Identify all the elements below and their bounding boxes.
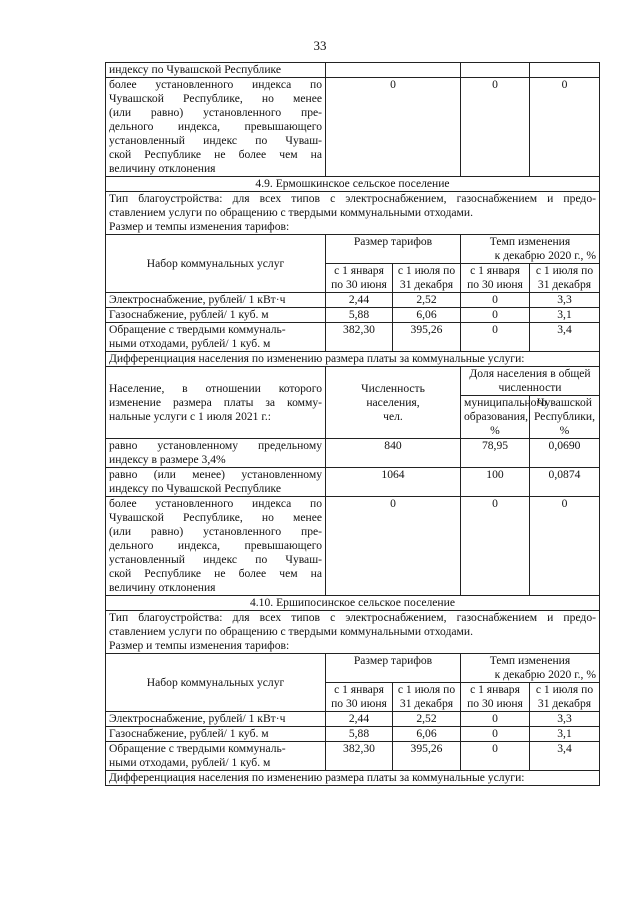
- table-row: [106, 78, 600, 177]
- col-rate-header: Темп изменения к декабрю 2020 г., %: [461, 654, 600, 683]
- period-header: с 1 июля по 31 декабря: [393, 683, 461, 712]
- document-table: [105, 62, 600, 786]
- section-title-row: [106, 177, 600, 192]
- table-row: [106, 742, 600, 771]
- table-row: [106, 712, 600, 727]
- rate-value: 0: [461, 742, 530, 771]
- col-size-header: Размер тарифов: [326, 235, 461, 264]
- col-service-header: Набор коммунальных услуг: [106, 235, 326, 293]
- section-title: 4.9. Ермошкинское сельское поселение: [106, 177, 600, 192]
- col-municipal-header: муниципального образования, %: [461, 396, 530, 439]
- share-republic: 0,0690: [530, 439, 600, 468]
- col-count-header: Численность населения, чел.: [326, 367, 461, 439]
- col-rate-header: Темп изменения к декабрю 2020 г., %: [461, 235, 600, 264]
- rate-value: 3,1: [530, 727, 600, 742]
- population-count: 0: [326, 78, 461, 177]
- tariff-value: 2,52: [393, 712, 461, 727]
- text-row: [106, 611, 600, 654]
- rate-value: 3,4: [530, 742, 600, 771]
- table-row: [106, 323, 600, 352]
- utility-type-text: Тип благоустройства: для всех типов с электроснабжением, газоснабжением и предо- ставлением услуги по обращению с твердыми коммунальными отходами. Размер и темпы изменения тарифов:: [106, 192, 600, 235]
- table-row: [106, 497, 600, 596]
- service-name: Электроснабжение, рублей/ 1 кВт·ч: [106, 293, 326, 308]
- population-count: 0: [326, 497, 461, 596]
- period-header: с 1 января по 30 июня: [326, 264, 393, 293]
- population-count: 840: [326, 439, 461, 468]
- rate-value: 0: [461, 308, 530, 323]
- period-header: с 1 июля по 31 декабря: [530, 264, 600, 293]
- table-row: [106, 63, 600, 78]
- page-content: [105, 62, 599, 786]
- utility-type-text: Тип благоустройства: для всех типов с электроснабжением, газоснабжением и предо- ставлением услуги по обращению с твердыми коммунальными отходами. Размер и темпы изменения тарифов:: [106, 611, 600, 654]
- rate-value: 3,4: [530, 323, 600, 352]
- row-label: индексу по Чувашской Республике: [106, 63, 326, 78]
- table-row: [106, 439, 600, 468]
- row-label: равно (или менее) установленному индексу по Чувашской Республике: [106, 468, 326, 497]
- period-header: с 1 января по 30 июня: [461, 683, 530, 712]
- text-row: [106, 192, 600, 235]
- tariff-value: 382,30: [326, 742, 393, 771]
- service-name: Газоснабжение, рублей/ 1 куб. м: [106, 308, 326, 323]
- population-count: 1064: [326, 468, 461, 497]
- col-size-header: Размер тарифов: [326, 654, 461, 683]
- tariff-header-row: [106, 654, 600, 683]
- rate-value: 3,1: [530, 308, 600, 323]
- text-row: [106, 771, 600, 786]
- share-municipal: 100: [461, 468, 530, 497]
- col-republic-header: Чувашской Республики, %: [530, 396, 600, 439]
- tariff-value: 2,44: [326, 712, 393, 727]
- tariff-value: 395,26: [393, 323, 461, 352]
- diff-intro: Дифференциация населения по изменению размера платы за коммунальные услуги:: [106, 352, 600, 367]
- tariff-value: 6,06: [393, 727, 461, 742]
- period-header: с 1 января по 30 июня: [326, 683, 393, 712]
- share-municipal: 78,95: [461, 439, 530, 468]
- period-header: с 1 июля по 31 декабря: [393, 264, 461, 293]
- col-population-header: Население, в отношении которого изменение размера платы за комму- нальные услуги с 1 июля 2021 г.:: [106, 367, 326, 439]
- share-republic: 0,0874: [530, 468, 600, 497]
- period-header: с 1 января по 30 июня: [461, 264, 530, 293]
- rate-value: 3,3: [530, 712, 600, 727]
- tariff-value: 382,30: [326, 323, 393, 352]
- share-republic: 0: [530, 78, 600, 177]
- section-title-row: [106, 596, 600, 611]
- rate-value: 0: [461, 323, 530, 352]
- share-municipal: 0: [461, 78, 530, 177]
- tariff-value: 2,44: [326, 293, 393, 308]
- table-row: [106, 293, 600, 308]
- rate-value: 0: [461, 727, 530, 742]
- rate-value: 0: [461, 712, 530, 727]
- col-service-header: Набор коммунальных услуг: [106, 654, 326, 712]
- service-name: Обращение с твердыми коммуналь- ными отходами, рублей/ 1 куб. м: [106, 742, 326, 771]
- diff-intro: Дифференциация населения по изменению размера платы за коммунальные услуги:: [106, 771, 600, 786]
- col-share-header: Доля населения в общей численности: [461, 367, 600, 396]
- rate-value: 0: [461, 293, 530, 308]
- share-municipal: 0: [461, 497, 530, 596]
- table-row: [106, 727, 600, 742]
- row-label: более установленного индекса по Чувашской Республике, но менее (или равно) установленного пре- дельного индекса, превышающего установленный индекс по Чуваш- ской Республике не более чем на величину отклонения: [106, 497, 326, 596]
- service-name: Электроснабжение, рублей/ 1 кВт·ч: [106, 712, 326, 727]
- tariff-value: 5,88: [326, 308, 393, 323]
- row-label: равно установленному предельному индексу в размере 3,4%: [106, 439, 326, 468]
- tariff-value: 395,26: [393, 742, 461, 771]
- row-label: более установленного индекса по Чувашской Республике, но менее (или равно) установленного пре- дельного индекса, превышающего установленный индекс по Чуваш- ской Республике не более чем на величину отклонения: [106, 78, 326, 177]
- diff-header-row: [106, 367, 600, 396]
- tariff-value: 6,06: [393, 308, 461, 323]
- tariff-header-row: [106, 235, 600, 264]
- section-title: 4.10. Ершипосинское сельское поселение: [106, 596, 600, 611]
- table-row: [106, 308, 600, 323]
- tariff-value: 5,88: [326, 727, 393, 742]
- rate-value: 3,3: [530, 293, 600, 308]
- tariff-value: 2,52: [393, 293, 461, 308]
- text-row: [106, 352, 600, 367]
- page-number: 33: [313, 38, 327, 53]
- service-name: Обращение с твердыми коммуналь- ными отходами, рублей/ 1 куб. м: [106, 323, 326, 352]
- share-republic: 0: [530, 497, 600, 596]
- service-name: Газоснабжение, рублей/ 1 куб. м: [106, 727, 326, 742]
- period-header: с 1 июля по 31 декабря: [530, 683, 600, 712]
- table-row: [106, 468, 600, 497]
